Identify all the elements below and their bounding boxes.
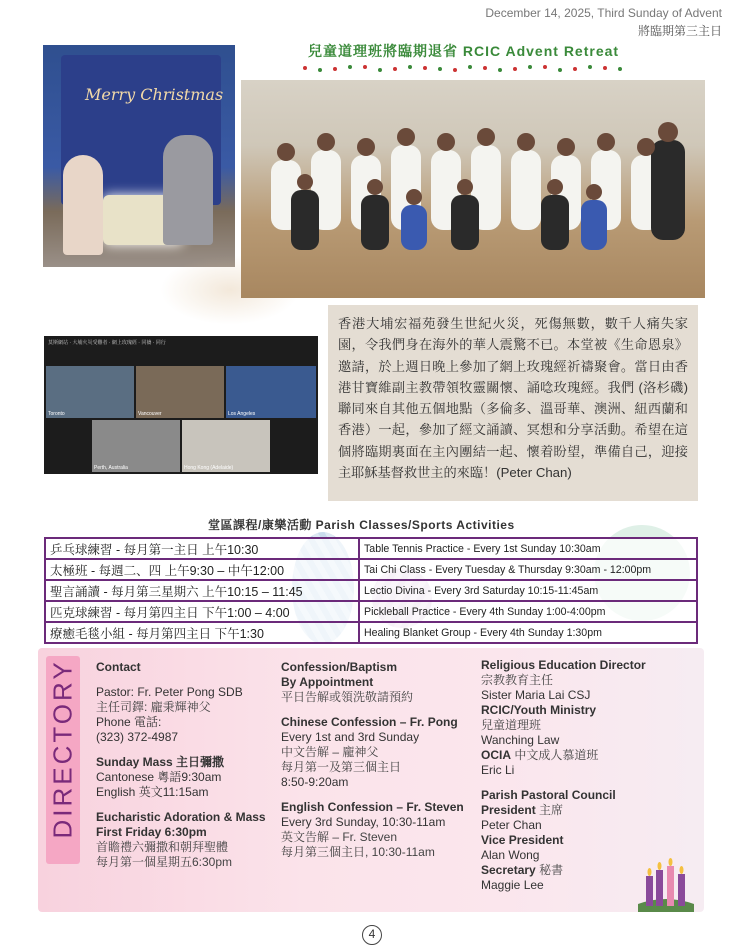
religious-ed-zh: 宗教教育主任 xyxy=(481,673,554,687)
adoration-heading: Eucharistic Adoration & Mass xyxy=(96,810,266,824)
class-zh: 乒乓球練習 - 每月第一主日 上午10:30 xyxy=(45,538,359,559)
secretary-zh: 秘書 xyxy=(539,863,564,877)
table-row xyxy=(45,580,697,601)
table-row xyxy=(45,601,697,622)
classes-title: 堂區課程/康樂活動 Parish Classes/Sports Activities xyxy=(208,518,515,532)
zoom-tile-label: Perth, Australia xyxy=(94,465,128,471)
english-confession-line: Every 3rd Sunday, 10:30-11am xyxy=(281,815,446,829)
directory-tab xyxy=(46,656,80,864)
adoration-zh-1: 首瞻禮六彌撒和朝拜聖體 xyxy=(96,840,229,854)
confession-zh: 平日告解或領洗敬請預約 xyxy=(281,690,414,704)
zoom-meeting-screenshot xyxy=(44,336,318,474)
vp-name: Alan Wong xyxy=(481,848,540,862)
chinese-confession-time: 8:50-9:20am xyxy=(281,775,349,789)
ocia-name: Eric Li xyxy=(481,763,515,777)
decorative-dot-garland xyxy=(300,62,630,74)
rcic-zh: 兒童道理班 xyxy=(481,718,542,732)
vp-label: Vice President xyxy=(481,833,564,847)
rcic-heading: RCIC/Youth Ministry xyxy=(481,703,597,717)
directory-label: DIRECTORY xyxy=(47,659,78,839)
classes-table xyxy=(44,537,698,644)
class-en: Pickleball Practice - Every 4th Sunday 1:00-4:00pm xyxy=(359,601,697,622)
zoom-caption: 莫斯網站 · 大埔火災受難者 · 網上玫瑰經 · 同禱 · 同行 xyxy=(48,340,166,346)
phone-number: (323) 372-4987 xyxy=(96,730,179,744)
zoom-tile-label: Los Angeles xyxy=(228,411,256,417)
chinese-confession-line: 中文告解 – 龐神父 xyxy=(281,745,379,759)
chinese-confession-line: 每月第一及第三個主日 xyxy=(281,760,402,774)
sunday-mass-heading: Sunday Mass 主日彌撒 xyxy=(96,755,225,769)
directory-column-2 xyxy=(281,660,481,860)
religious-ed-name: Sister Maria Lai CSJ xyxy=(481,688,591,702)
president-name: Peter Chan xyxy=(481,818,542,832)
contact-heading: Contact xyxy=(96,660,141,674)
table-row xyxy=(45,559,697,580)
confession-appointment: By Appointment xyxy=(281,675,374,689)
adoration-zh-2: 每月第一個星期五6:30pm xyxy=(96,855,233,869)
class-en: Tai Chi Class - Every Tuesday & Thursday 9:30am - 12:00pm xyxy=(359,559,697,580)
zoom-tile-label: Toronto xyxy=(48,411,65,417)
class-zh: 療癒毛毯小組 - 每月第四主日 下午1:30 xyxy=(45,622,359,643)
group-crowd xyxy=(251,100,701,270)
english-confession-line: 英文告解 – Fr. Steven xyxy=(281,830,398,844)
class-zh: 聖言誦讀 - 每月第三星期六 上午10:15 – 11:45 xyxy=(45,580,359,601)
ocia-heading: OCIA xyxy=(481,748,511,762)
council-heading: Parish Pastoral Council xyxy=(481,788,616,802)
table-row xyxy=(45,622,697,643)
ocia-zh: 中文成人慕道班 xyxy=(514,748,599,762)
president-label: President xyxy=(481,803,536,817)
kneeling-child xyxy=(63,155,103,255)
english-mass: English 英文11:15am xyxy=(96,785,209,799)
table-row xyxy=(45,538,697,559)
retreat-title: 兒童道理班將臨期退省 RCIC Advent Retreat xyxy=(308,43,620,59)
class-en: Healing Blanket Group - Every 4th Sunday 1:30pm xyxy=(359,622,697,643)
confession-heading: Confession/Baptism xyxy=(281,660,398,674)
issue-date: December 14, 2025, Third Sunday of Advent xyxy=(485,6,722,20)
phone-label: Phone 電話: xyxy=(96,715,162,729)
class-zh: 匹克球練習 - 每月第四主日 下午1:00 – 4:00 xyxy=(45,601,359,622)
page-number: 4 xyxy=(362,925,382,945)
class-en: Table Tennis Practice - Every 1st Sunday 10:30am xyxy=(359,538,697,559)
rcic-name: Wanching Law xyxy=(481,733,560,747)
first-friday: First Friday 6:30pm xyxy=(96,825,207,839)
fire-prayer-story: 香港大埔宏福苑發生世紀火災，死傷無數，數千人痛失家園，令我們身在海外的華人震驚不已。本堂被《生命恩泉》邀請，於上週日晚上參加了網上玫瑰經祈禱聚會。當日由香港甘寶維副主教帶領牧靈關懷、誦唸玫瑰經。我們 (洛杉磯) 聯同來自其他五個地點（多倫多、溫哥華、澳洲、紐西蘭和香港）一起，參加了經文誦讀、冥想和分享活動。希望在這個將臨期裏面在主內團結一起、懷着盼望，準備自己，迎接主耶穌基督救世主的來臨！(Peter Chan) xyxy=(328,305,698,501)
directory-panel xyxy=(38,648,704,912)
directory-column-1 xyxy=(96,660,276,870)
english-confession-heading: English Confession – Fr. Steven xyxy=(281,800,464,814)
kneeling-adult xyxy=(163,135,213,245)
president-zh: 主席 xyxy=(539,803,564,817)
chinese-confession-heading: Chinese Confession – Fr. Pong xyxy=(281,715,458,729)
liturgical-sunday: 將臨期第三主日 xyxy=(637,24,722,38)
group-photo xyxy=(241,80,705,298)
merry-christmas-text: Merry Christmas xyxy=(85,85,224,104)
english-confession-line: 每月第三個主日, 10:30-11am xyxy=(281,845,435,859)
secretary-label: Secretary xyxy=(481,863,536,877)
class-zh: 太極班 - 每週二、四 上午9:30 – 中午12:00 xyxy=(45,559,359,580)
zoom-tile-label: Vancouver xyxy=(138,411,162,417)
pastor-name: Pastor: Fr. Peter Pong SDB xyxy=(96,685,243,699)
secretary-name: Maggie Lee xyxy=(481,878,544,892)
class-en: Lectio Divina - Every 3rd Saturday 10:15-11:45am xyxy=(359,580,697,601)
zoom-tile-label: Hong Kong (Adelaide) xyxy=(184,465,234,471)
religious-ed-heading: Religious Education Director xyxy=(481,658,646,672)
christmas-photo xyxy=(43,45,235,267)
cantonese-mass: Cantonese 粵語9:30am xyxy=(96,770,222,784)
chinese-confession-line: Every 1st and 3rd Sunday xyxy=(281,730,420,744)
advent-candles-icon xyxy=(636,854,696,912)
pastor-name-zh: 主任司鐸: 龐秉輝神父 xyxy=(96,700,211,714)
